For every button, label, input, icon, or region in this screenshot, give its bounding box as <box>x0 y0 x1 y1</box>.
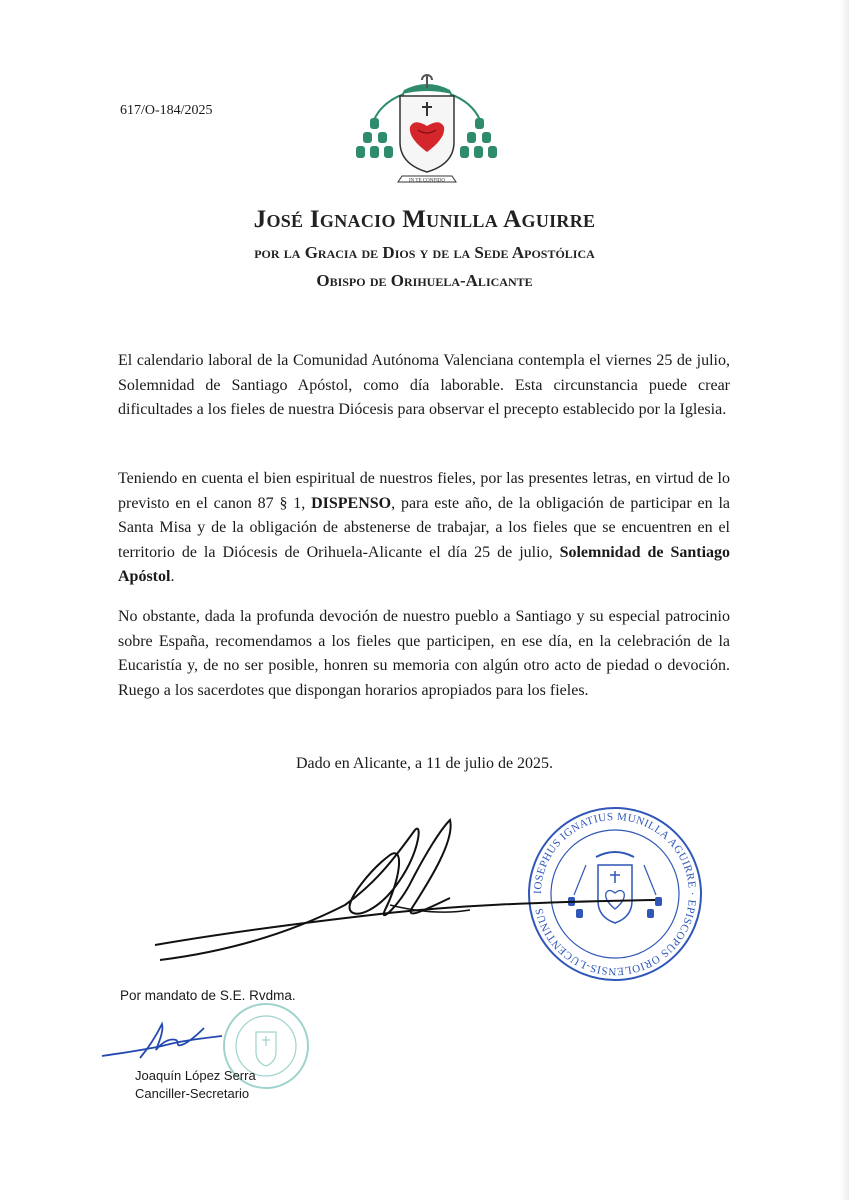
paragraph-2-part-2: , para este año, de la obligación de participar en la Santa Misa y de la obligación de abstenerse de trabajar, a los fieles que se encuentren en el territorio de la Diócesis de Orihuela-Alicante el día 25 de julio, <box>118 494 730 561</box>
paragraph-2-part-1: Teniendo en cuenta el bien espiritual de nuestros fieles, por las presentes letras, en virtud de lo previsto en el canon 87 § 1, <box>118 470 730 512</box>
solemnity-bold: Solemnidad de Santiago Apóstol <box>118 543 731 585</box>
seal-legend: IOSEPHUS IGNATIUS MUNILLA AGUIRRE · EPISCOPUS ORIOLENSIS-LUCENTINUS <box>531 810 699 978</box>
mandate-line: Por mandato de S.E. Rvdma. <box>120 988 296 1003</box>
bishop-name: José Ignacio Munilla Aguirre <box>253 206 596 233</box>
grace-line: por la Gracia de Dios y de la Sede Apostólica <box>254 243 595 262</box>
paragraph-3: No obstante, dada la profunda devoción de nuestro pueblo a Santiago y su especial patrocinio sobre España, recomendamos a los fieles que participen, en ese día, en la celebración de la Eucaristía y, de no ser posible, honren su memoria con algún otro acto de piedad o devoción. Ruego a los sacerdotes que dispongan horarios apropiados para los fieles. <box>118 608 730 699</box>
coat-of-arms-icon <box>352 72 502 190</box>
see-line: Obispo de Orihuela-Alicante <box>316 271 533 290</box>
chancellor-role: Canciller-Secretario <box>135 1086 250 1101</box>
date-line: Dado en Alicante, a 11 de julio de 2025. <box>295 755 554 772</box>
reference-number: 617/O-184/2025 <box>120 103 213 118</box>
bishop-signature-icon <box>150 810 660 985</box>
coat-motto: IN TE CONFIDO <box>408 178 446 184</box>
page-edge-shadow <box>840 0 849 1200</box>
paragraph-2 <box>118 467 730 590</box>
paragraph-2-part-3: . <box>170 568 175 585</box>
paragraph-1: El calendario laboral de la Comunidad Autónoma Valenciana contempla el viernes 25 de julio, Solemnidad de Santiago Apóstol, como día laborable. Esta circunstancia puede crear dificultades a los fieles de nuestra Diócesis para observar el precepto establecido por la Iglesia. <box>118 352 730 418</box>
dispenso-bold: DISPENSO <box>311 494 392 512</box>
chancellor-name: Joaquín López Serra <box>135 1068 256 1083</box>
chancellor-signature-icon <box>100 1018 225 1063</box>
